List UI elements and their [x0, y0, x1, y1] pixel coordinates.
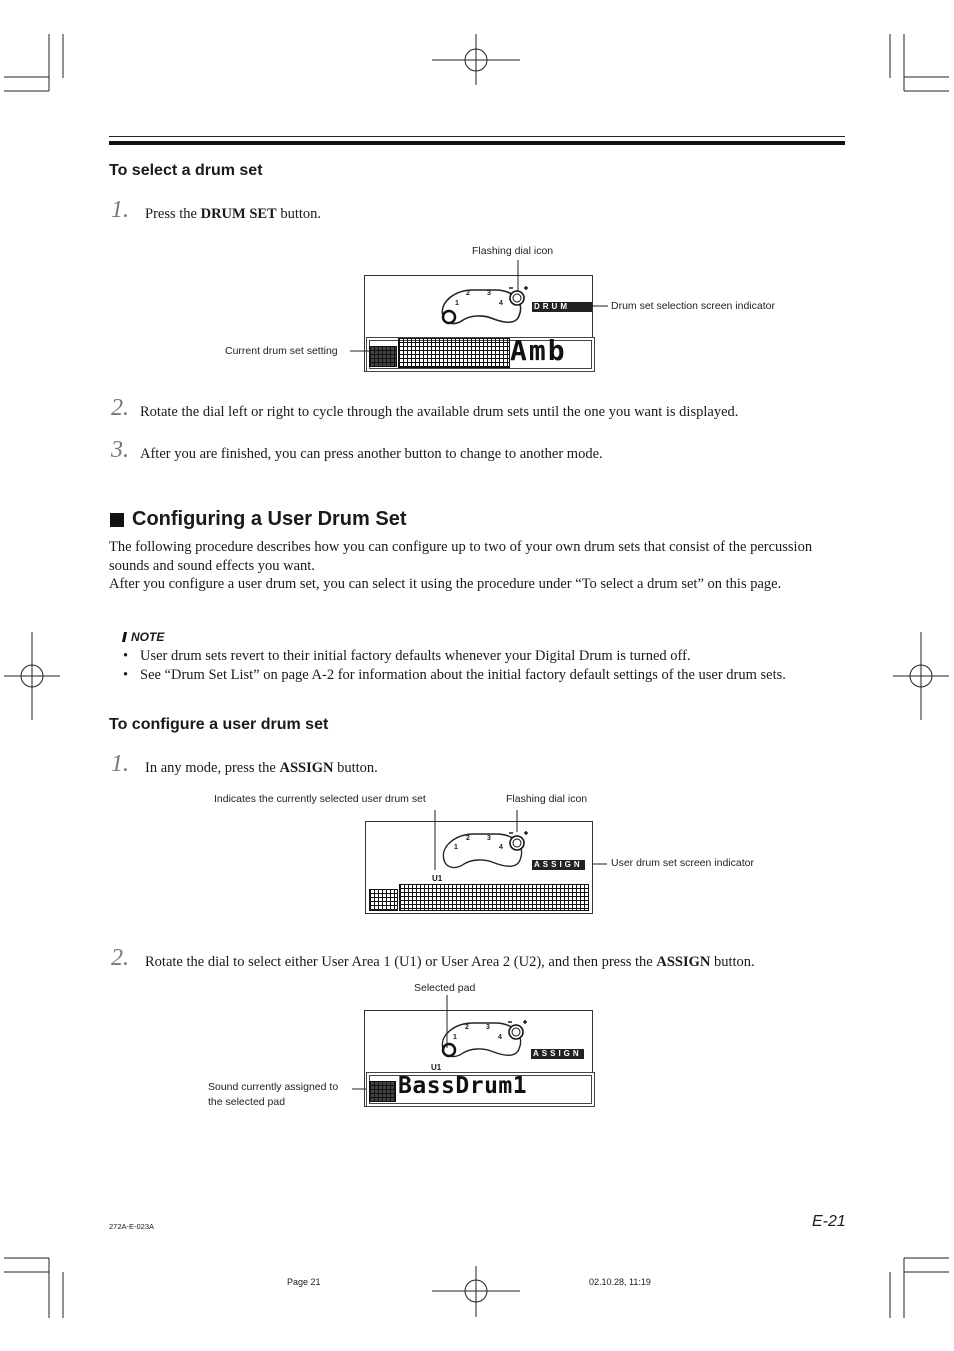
user-area-label: U1: [432, 874, 443, 883]
section-heading-select-drum-set: To select a drum set: [109, 162, 263, 179]
step-number: 1.: [111, 197, 129, 223]
step-text: Rotate the dial left or right to cycle through the available drum sets until the one you want is displayed.: [140, 404, 739, 420]
black-square-icon: [110, 513, 124, 527]
section-heading-configuring: Configuring a User Drum Set: [132, 508, 407, 530]
pad-number: 2: [465, 1024, 469, 1031]
pad-number: 3: [487, 835, 491, 842]
pad-number: 3: [486, 1024, 490, 1031]
step-text: Press the DRUM SET button.: [145, 206, 322, 222]
dial-icon: [506, 1018, 530, 1042]
lcd-drum-set-name: Amb: [510, 334, 567, 367]
pad-number: 1: [455, 300, 459, 307]
step-number: 1.: [111, 751, 129, 777]
list-item: • See “Drum Set List” on page A-2 for information about the initial factory default settings of the user drum sets.: [109, 666, 854, 685]
note-heading: NOTE: [123, 630, 164, 644]
figure-label: Indicates the currently selected user drum set: [214, 793, 426, 805]
print-page-info: Page 21: [287, 1277, 321, 1287]
user-drum-set-screen-indicator: ASSIGN: [534, 860, 583, 869]
section-heading-configure-user-drum-set: To configure a user drum set: [109, 716, 329, 733]
note-list: [109, 647, 854, 684]
header-rule-thick: [109, 141, 845, 145]
dot-matrix-cell: [399, 884, 589, 911]
list-item: • User drum sets revert to their initial factory defaults whenever your Digital Drum is turned off.: [109, 647, 854, 666]
step-text: Rotate the dial to select either User Area 1 (U1) or User Area 2 (U2), and then press the ASSIGN button.: [145, 954, 755, 970]
assign-screen-indicator: ASSIGN: [533, 1049, 582, 1058]
step-text: After you are finished, you can press another button to change to another mode.: [140, 446, 603, 462]
figure-leader-lines: [340, 255, 620, 365]
pad-number: 1: [453, 1034, 457, 1041]
figure-label: Flashing dial icon: [472, 245, 554, 257]
pad-number: 4: [499, 300, 503, 307]
document-code: 272A-E-023A: [109, 1222, 155, 1231]
print-timestamp: 02.10.28, 11:19: [589, 1277, 651, 1287]
paragraph: The following procedure describes how you can configure up to two of your own drum sets that consist of the percussion sounds and sound effects you want.: [109, 539, 813, 574]
dot-matrix-cell: [369, 889, 398, 911]
header-rule-thin: [109, 136, 845, 137]
step-number: 2.: [111, 945, 129, 971]
figure-label: User drum set screen indicator: [611, 857, 754, 869]
step-number: 3.: [111, 437, 129, 463]
figure-label: Current drum set setting: [225, 345, 338, 357]
figure-label: Sound currently assigned to: [208, 1081, 339, 1093]
pad-number: 2: [466, 835, 470, 842]
pad-number: 4: [498, 1034, 502, 1041]
pad-number: 2: [466, 290, 470, 297]
pad-number: 1: [454, 844, 458, 851]
pad-number: 4: [499, 844, 503, 851]
paragraph: After you configure a user drum set, you can select it using the procedure under “To select a drum set” on this page.: [109, 576, 782, 592]
figure-label: Flashing dial icon: [506, 793, 588, 805]
step-number: 2.: [111, 395, 129, 421]
figure-leader-lines: [420, 800, 620, 880]
figure-label: Selected pad: [414, 982, 476, 994]
drum-set-screen-indicator: DRUM SET: [532, 302, 592, 312]
figure-label: the selected pad: [208, 1096, 286, 1108]
lcd-sound-name: BassDrum1: [398, 1073, 528, 1099]
figure-leader-lines: [340, 990, 460, 1100]
step-text: In any mode, press the ASSIGN button.: [145, 760, 378, 776]
user-area-label: U1: [431, 1063, 442, 1072]
note-icon: [122, 632, 127, 642]
figure-label: Drum set selection screen indicator: [611, 300, 775, 312]
page-number-label: E-21: [812, 1213, 846, 1230]
pad-number: 3: [487, 290, 491, 297]
